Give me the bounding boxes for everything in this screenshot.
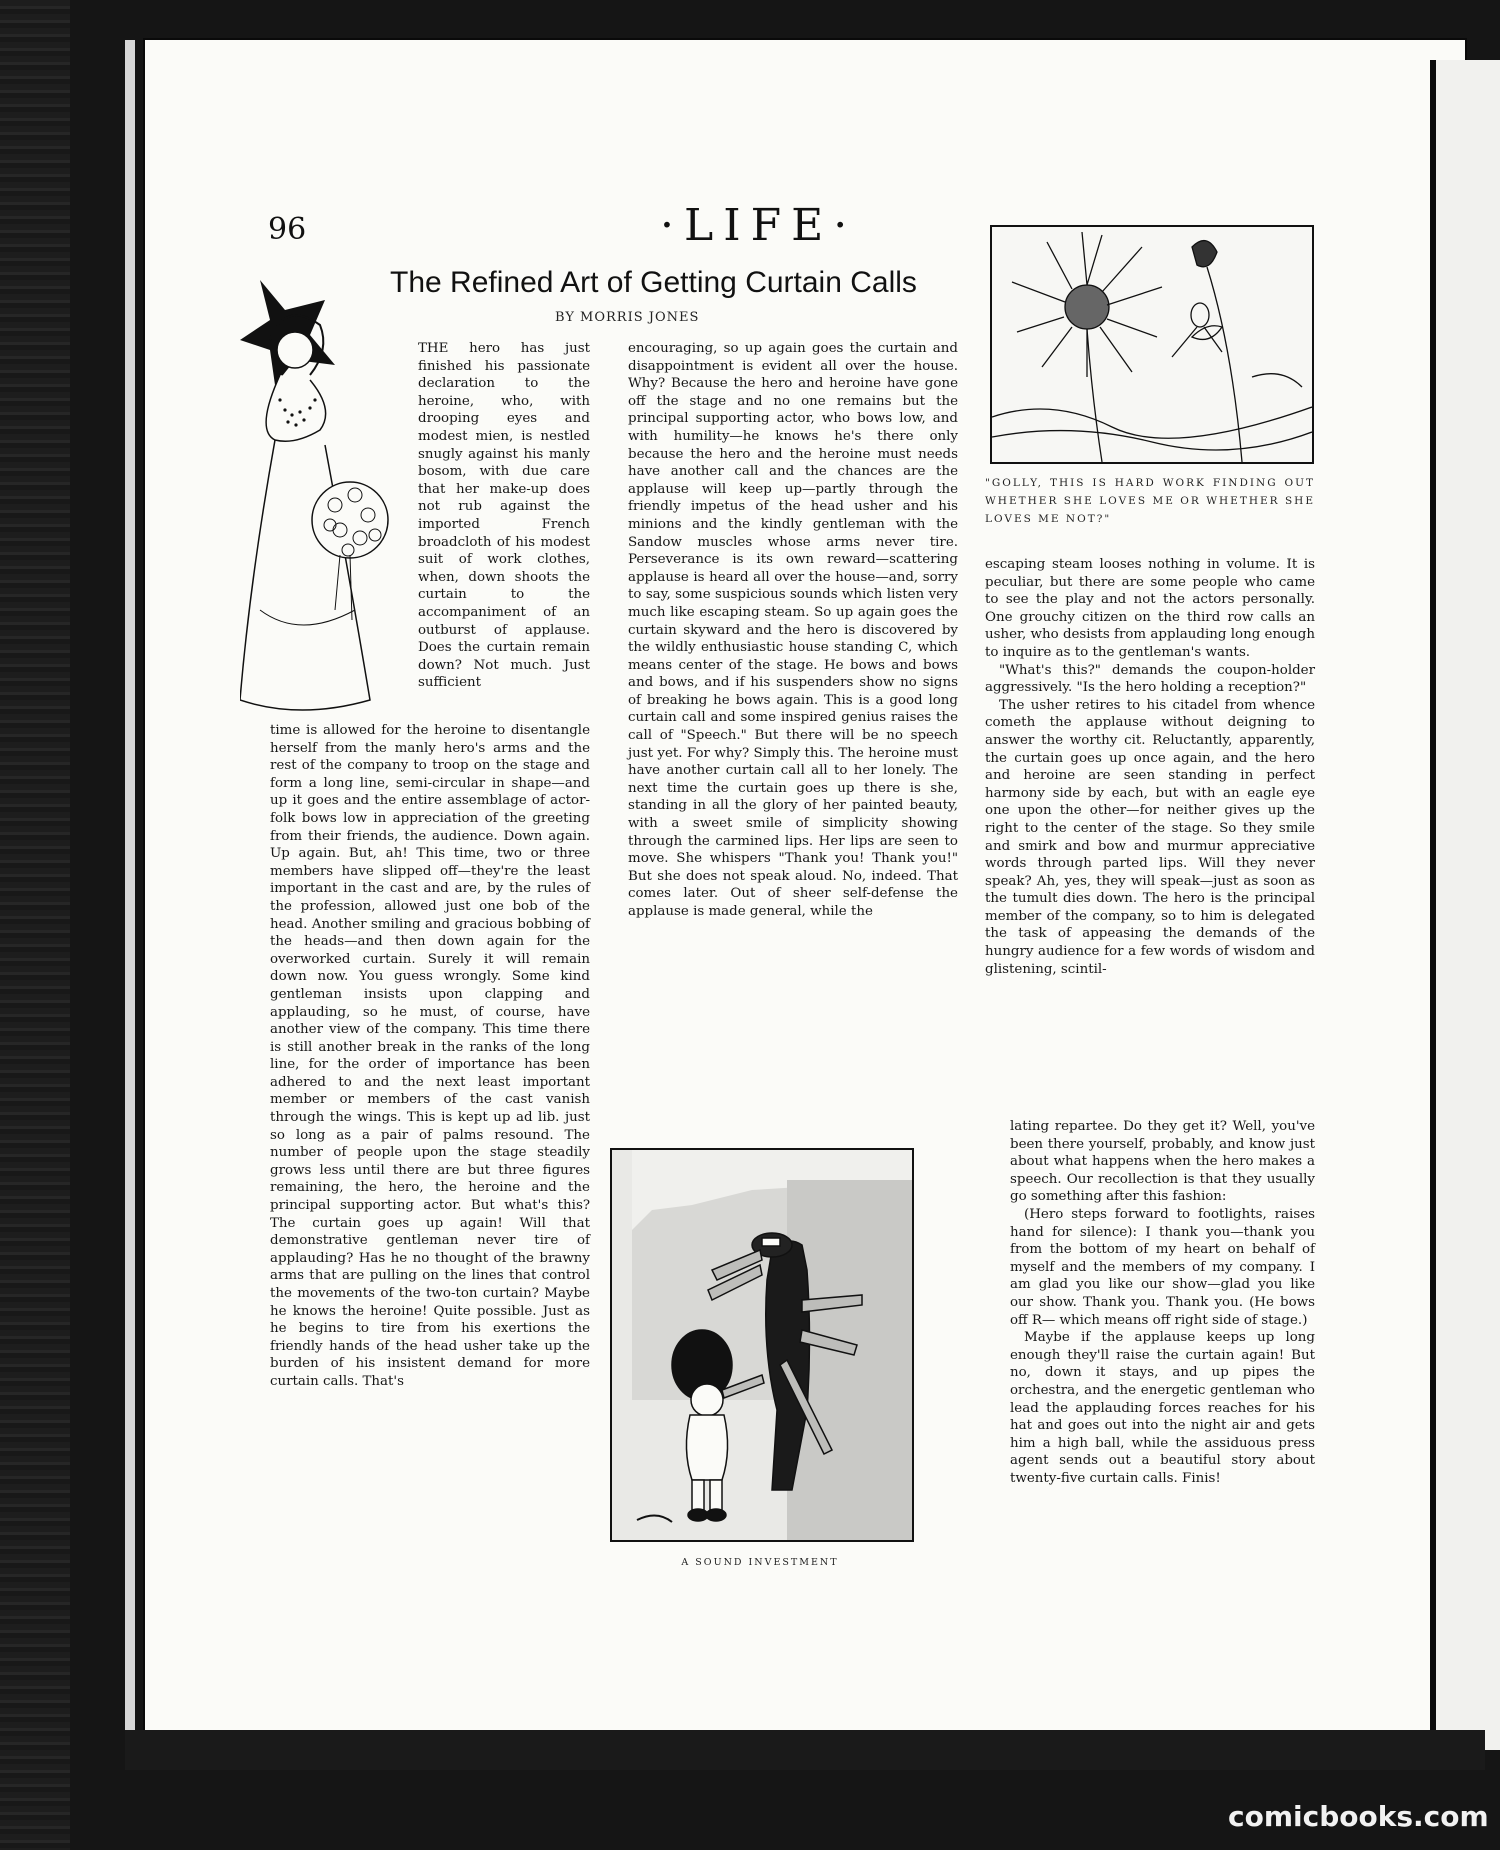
horn-vendor-drawing bbox=[612, 1150, 912, 1540]
article-paragraph-3d: lating repartee. Do they get it? Well, you've been there yourself, probably, and know just about what happens when the hero makes a speech. Our recollection is that they usually go something after this fashion: bbox=[1010, 1119, 1315, 1205]
scan-edge-left bbox=[0, 0, 70, 1850]
article-paragraph-3f: Maybe if the applause keeps up long enough they'll raise the curtain again! But no, down it stays, and up pipes the orchestra, and the energetic gentleman who lead the applauding forces reaches for his hat and goes out into the night air and gets him a high ball, while the assiduous press agent sends out a beautiful story about twenty-five curtain calls. Finis! bbox=[1010, 1330, 1315, 1486]
next-page-edge bbox=[1430, 60, 1500, 1750]
column-3-bottom bbox=[1010, 1118, 1315, 1487]
masthead: ·LIFE· bbox=[660, 200, 858, 251]
flower-illustration bbox=[990, 225, 1314, 464]
cartoon-caption: A SOUND INVESTMENT bbox=[681, 1557, 839, 1568]
column-1-bottom bbox=[270, 722, 590, 1391]
cartoon-illustration bbox=[610, 1148, 914, 1542]
byline: BY MORRIS JONES bbox=[555, 310, 700, 325]
scan-bottom-edge bbox=[125, 1730, 1485, 1770]
article-paragraph-1b: time is allowed for the heroine to disentangle herself from the manly hero's arms and the rest of the company to troop on the stage and form a long line, semi-circular in shape—and up it goes and the entire assemblage of actor-folk bows low in appreciation of the greeting from their friends, the audience. Down again. Up again. But, ah! This time, two or three members have slipped off—they're the least important in the cast and are, by the rules of the profession, allowed just one bob of the head. Another smiling and gracious bobbing of the heads—and then down again for the overworked curtain. Surely it will remain down now. You guess wrongly. Some kind gentleman insists upon clapping and applauding, so he must, of course, have another view of the company. This time there is still another break in the ranks of the long line, for the order of importance has been adhered to and the next least important member or members of the cast vanish through the wings. This is kept up ad lib. just so long as a pair of palms resound. The number of people upon the stage steadily grows less until there are but three figures remaining, the hero, the heroine and the principal supporting actor. But what's this? The curtain goes up again! Will that demonstrative gentleman never tire of applauding? Has he no thought of the brawny arms that are pulling on the lines that control the movements of the two-ton curtain? Maybe he knows the heroine! Quite possible. Just as he begins to tire from his exertions the friendly hands of the head usher take up the burden of his insistent demand for more curtain calls. That's bbox=[270, 723, 590, 1389]
article-paragraph-1a: THE hero has just finished his passionate declaration to the heroine, who, with drooping eyes and modest mien, is nestled snugly against his manly bosom, with due care that her make-up does not rub against the imported French broadcloth of his modest suit of work clothes, when, down shoots the curtain to the accompaniment of an outburst of applause. Does the curtain remain down? Not much. Just sufficient bbox=[418, 341, 590, 691]
daisy-grasshopper-drawing bbox=[992, 227, 1312, 462]
article-paragraph-3e: (Hero steps forward to footlights, raises hand for silence): I thank you—thank you from the bottom of my heart on behalf of myself and the members of my company. I am glad you like our show—glad you like our show. Thank you. Thank you. (He bows off R— which means off right side of stage.) bbox=[1010, 1206, 1315, 1328]
site-watermark: comicbooks.com bbox=[1228, 1800, 1489, 1833]
column-1-top bbox=[418, 340, 590, 692]
page-gutter bbox=[125, 40, 135, 1740]
column-2 bbox=[628, 340, 958, 921]
article-paragraph-3a: escaping steam looses nothing in volume. It is peculiar, but there are some people who came to see the play and not the actors personally. One grouchy citizen on the third row calls an usher, who desists from applauding long enough to inquire as to the gentleman's wants. bbox=[985, 557, 1315, 660]
article-paragraph-3b: "What's this?" demands the coupon-holder aggressively. "Is the hero holding a reception?" bbox=[985, 662, 1315, 696]
page-number: 96 bbox=[268, 212, 307, 247]
article-paragraph-2: encouraging, so up again goes the curtain and disappointment is evident all over the house. Why? Because the hero and heroine have gone off the stage and no one remains but the principal supporting actor, who bows low, and with humility—he knows he's there only because the hero and the heroine must needs have another call and the chances are the applause will keep up—partly through the friendly impetus of the head usher and his minions and the kindly gentleman with the Sandow muscles whose arms never tire. Perseverance is its own reward—scattering applause is heard all over the house—and, sorry to say, some suspicious sounds which listen very much like escaping steam. So up again goes the curtain skyward and the hero is discovered by the wildly enthusiastic house standing C, which means center of the stage. He bows and bows and bows, and if his suspenders show no signs of breaking he bows again. This is a good long curtain call and some inspired genius raises the call of "Speech." But there will be no speech just yet. For why? Simply this. The heroine must have another curtain call all to her lonely. The next time the curtain goes up there is she, standing in all the glory of her painted beauty, with a sweet smile of simplicity showing through the carmined lips. Her lips are seen to move. She whispers "Thank you! Thank you!" But she does not speak aloud. No, indeed. That comes later. Out of sheer self-defense the applause is made general, while the bbox=[628, 341, 958, 919]
article-paragraph-3c: The usher retires to his citadel from whence cometh the applause without deigning to answer the worthy cit. Reluctantly, apparently, the curtain goes up once again, and the hero and heroine are seen standing in perfect harmony side by each, but with an eagle eye one upon the other—for neither gives up the right to the center of the stage. So they smile and smirk and bow and murmur appreciative words through parted lips. Will they never speak? Ah, yes, they will speak—just as soon as the tumult dies down. The hero is the principal member of the company, so to him is delegated the task of appeasing the demands of the hungry audience for a few words of wisdom and glistening, scintil- bbox=[985, 697, 1315, 977]
actress-illustration bbox=[240, 280, 415, 720]
article-headline: The Refined Art of Getting Curtain Calls bbox=[390, 266, 917, 299]
column-3-top bbox=[985, 556, 1315, 978]
flower-caption: "GOLLY, THIS IS HARD WORK FINDING OUT WHETHER SHE LOVES ME OR WHETHER SHE LOVES ME NOT?" bbox=[985, 477, 1315, 525]
